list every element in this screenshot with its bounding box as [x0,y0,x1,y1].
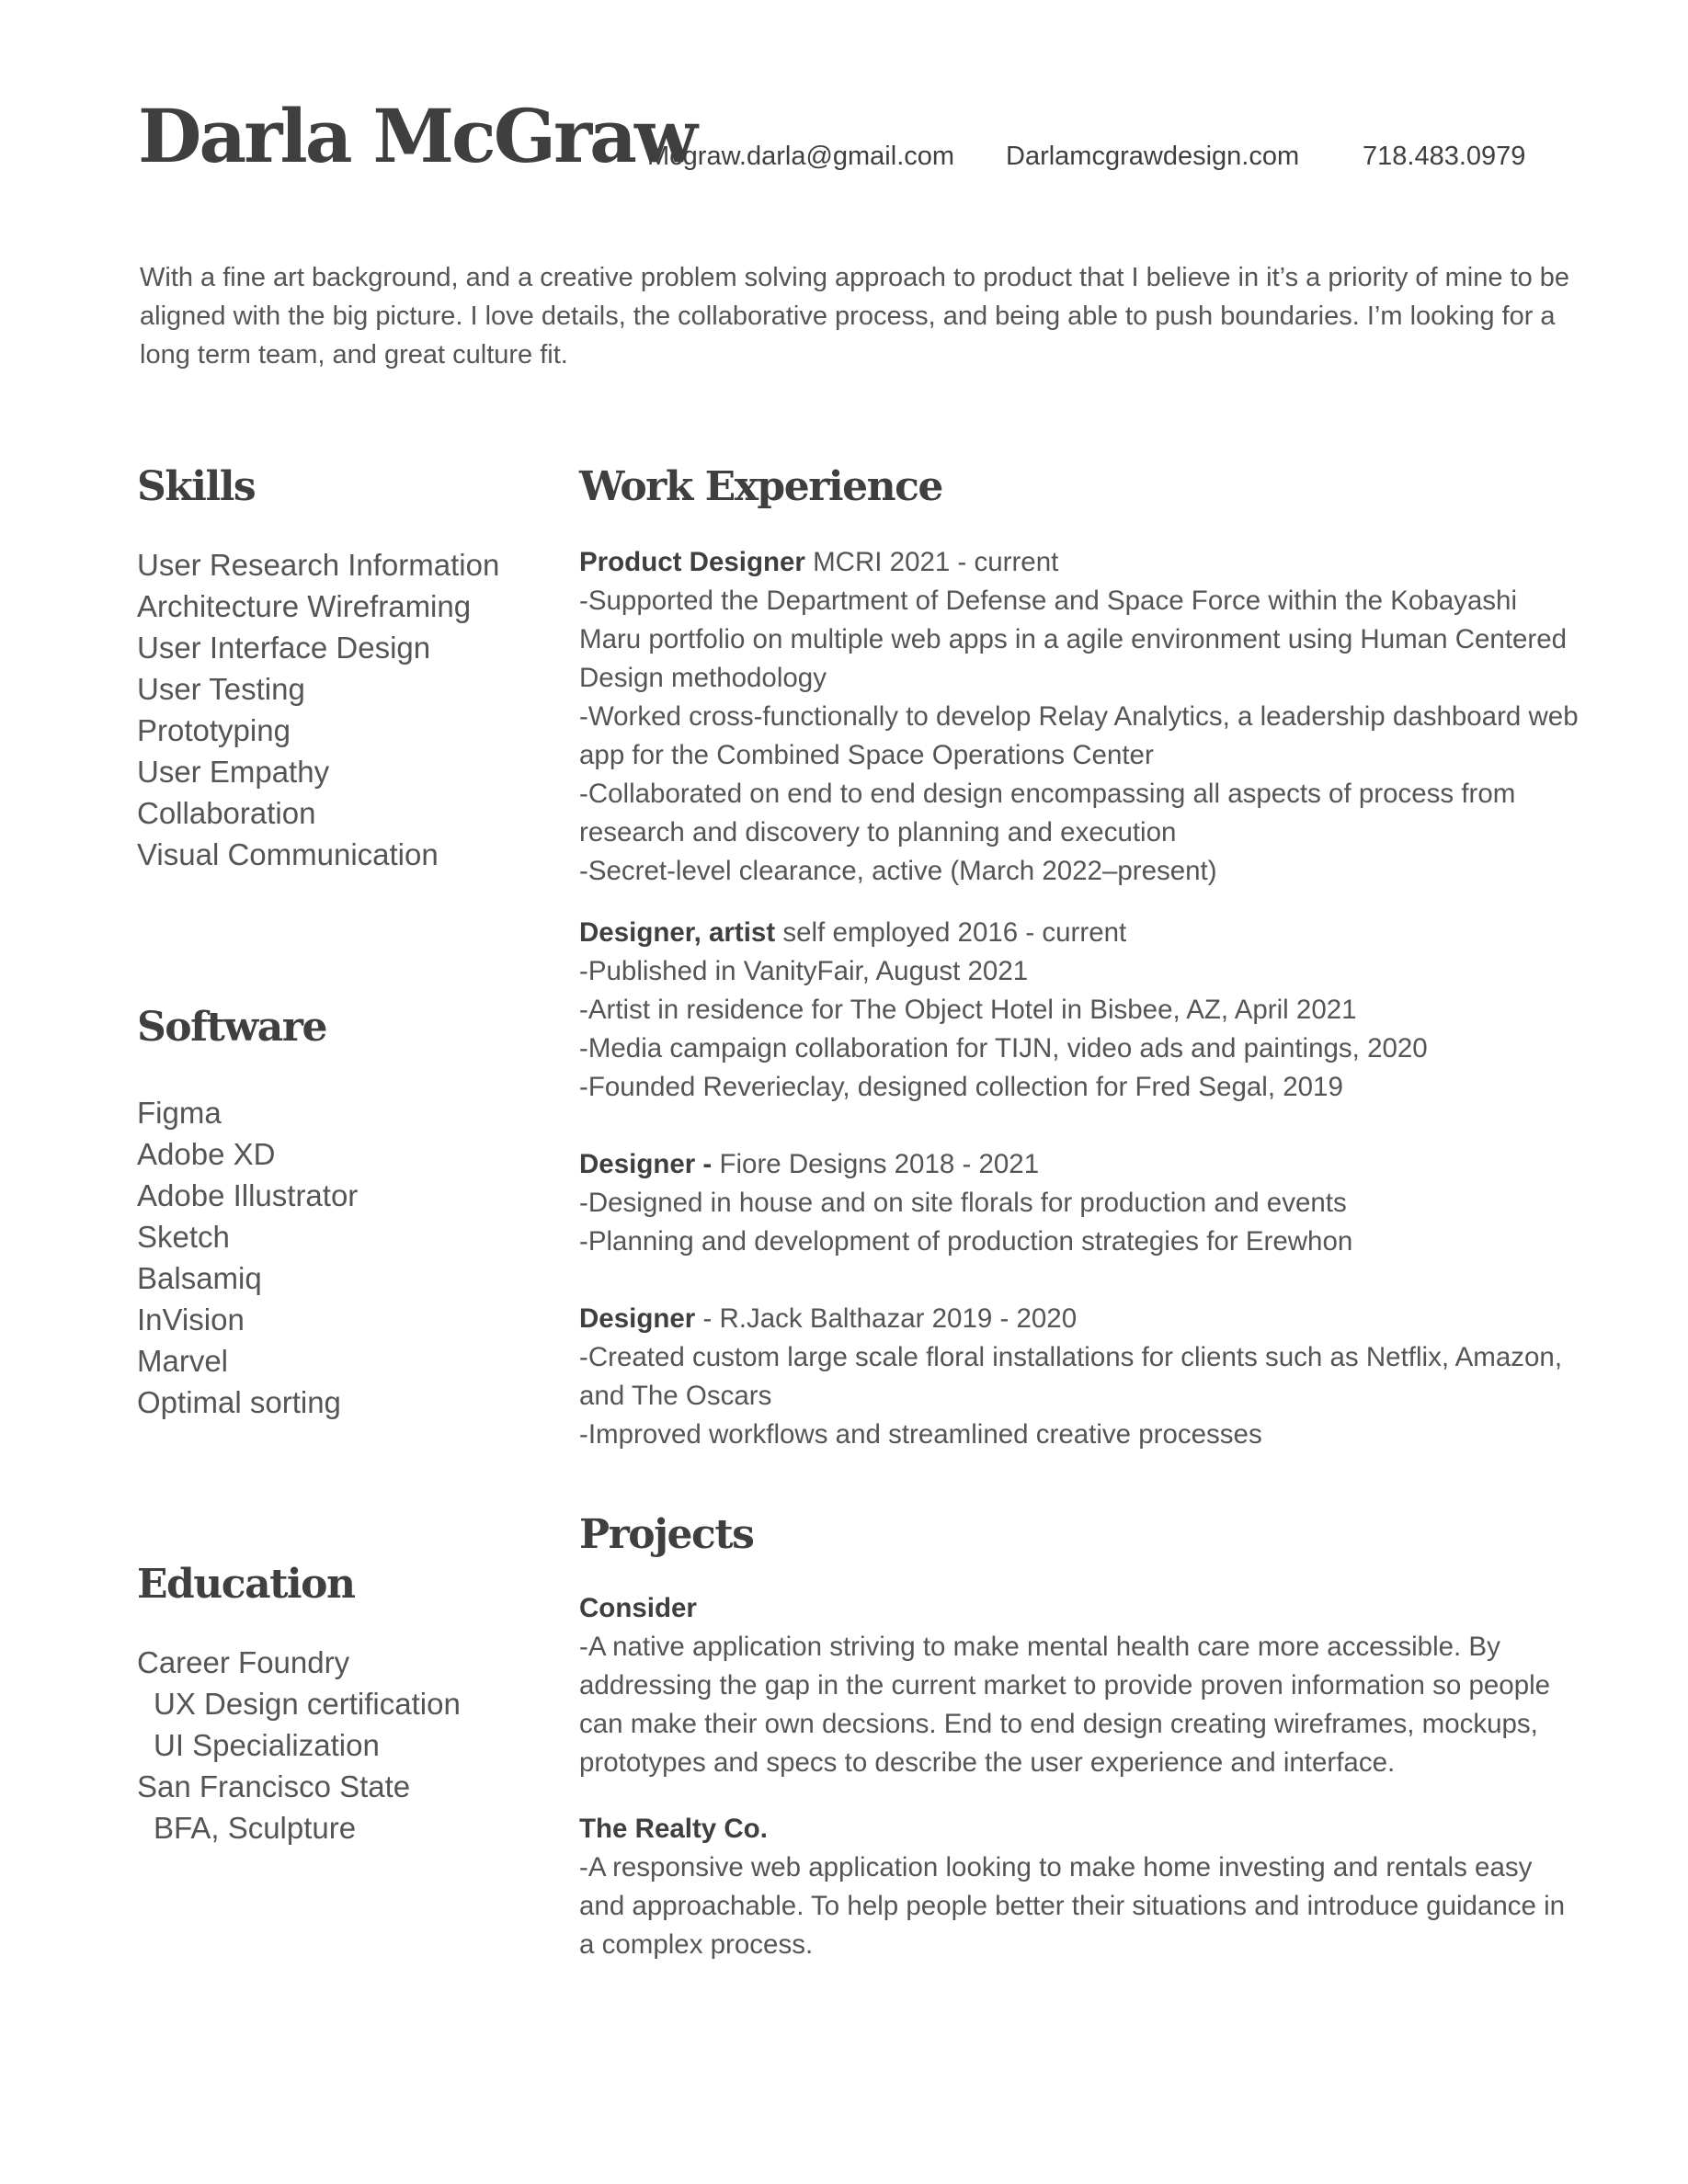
job-entry [579,914,1581,1107]
job-bullet: -Supported the Department of Defense and Space Force within the Kobayashi Maru portfolio on multiple web apps in a agile environment using Human Centered Design methodology [579,586,1568,693]
software-item: Adobe Illustrator [137,1178,359,1212]
contact-phone[interactable]: 718.483.0979 [1363,142,1526,171]
education-list [137,1642,461,1848]
job-detail: MCRI 2021 - current [804,547,1059,577]
software-item: Marvel [137,1344,229,1378]
job-title: Designer - [579,1149,713,1179]
job-detail: Fiore Designs 2018 - 2021 [712,1149,1040,1179]
job-entry [579,1145,1581,1261]
job-title: Designer, artist [579,917,776,948]
education-heading: Education [137,1561,355,1608]
summary-paragraph: With a fine art background, and a creative problem solving approach to product that I believe in it’s a priority of mine to be aligned with the big picture. I love details, the collaborative process, and being able to push boundaries. I’m looking for a long term team, and great culture fit. [140,263,1570,370]
job-title-line [579,1145,1581,1184]
job-title-line [579,914,1581,952]
skill-item: User Interface Design [137,631,431,665]
job-bullet: -Worked cross-functionally to develop Relay Analytics, a leadership dashboard web app for the Combined Space Operations Center [579,701,1579,770]
candidate-name: Darla McGraw [138,93,695,179]
skill-item: User Empathy [137,755,330,789]
projects-heading: Projects [579,1511,754,1558]
education-item: San Francisco State [137,1769,411,1803]
software-item: Adobe XD [137,1137,276,1171]
job-bullet: -Designed in house and on site florals for production and events [579,1188,1347,1218]
skill-item: User Testing [137,672,305,706]
skill-item: Prototyping [137,713,291,747]
skills-list [137,544,499,875]
software-item: Sketch [137,1220,230,1254]
job-entry [579,1300,1581,1454]
project-entry [579,1589,1581,1782]
skill-item: Collaboration [137,796,316,830]
project-description: -A responsive web application looking to make home investing and rentals easy and approachable. To help people better their situations and introduce guidance in a complex process. [579,1852,1566,1960]
project-entry [579,1810,1581,1964]
job-title: Designer [579,1303,696,1334]
skill-item: Architecture Wireframing [137,589,472,623]
job-title: Product Designer [579,547,805,577]
contact-website[interactable]: Darlamcgrawdesign.com [1006,142,1300,171]
job-bullet: -Artist in residence for The Object Hotel in Bisbee, AZ, April 2021 [579,995,1357,1025]
job-detail: - R.Jack Balthazar 2019 - 2020 [695,1303,1078,1334]
job-bullet: -Secret-level clearance, active (March 2022–present) [579,856,1217,886]
job-entry [579,543,1581,891]
project-description: -A native application striving to make mental health care more accessible. By addressing the gap in the current market to provide proven information so people can make their own decsions. End to end design creating wireframes, mockups, prototypes and specs to describe the user experience and interface. [579,1632,1551,1778]
software-list [137,1092,358,1423]
job-bullet: -Media campaign collaboration for TIJN, video ads and paintings, 2020 [579,1033,1428,1064]
skill-item: User Research Information [137,548,500,582]
job-title-line [579,543,1581,582]
education-item: UI Specialization [154,1728,380,1762]
job-detail: self employed 2016 - current [775,917,1127,948]
job-bullet: -Published in VanityFair, August 2021 [579,956,1029,986]
project-title: Consider [579,1593,697,1623]
software-item: InVision [137,1302,245,1337]
job-title-line [579,1300,1581,1338]
software-item: Balsamiq [137,1261,262,1295]
job-bullet: -Created custom large scale floral installations for clients such as Netflix, Amazon, and The Oscars [579,1342,1563,1411]
job-bullet: -Collaborated on end to end design encompassing all aspects of process from research and discovery to planning and execution [579,779,1516,847]
skills-heading: Skills [137,463,256,510]
education-item: UX Design certification [154,1687,461,1721]
education-item: Career Foundry [137,1645,350,1679]
job-bullet: -Founded Reverieclay, designed collection for Fred Segal, 2019 [579,1072,1343,1102]
software-item: Figma [137,1096,222,1130]
work-experience-heading: Work Experience [579,463,942,510]
contact-email[interactable]: Mcgraw.darla@gmail.com [647,142,955,171]
software-heading: Software [137,1004,326,1051]
software-item: Optimal sorting [137,1385,341,1419]
skill-item: Visual Communication [137,837,439,871]
project-title: The Realty Co. [579,1814,768,1844]
education-item: BFA, Sculpture [154,1811,357,1845]
job-bullet: -Planning and development of production strategies for Erewhon [579,1226,1353,1257]
job-bullet: -Improved workflows and streamlined creative processes [579,1419,1262,1450]
